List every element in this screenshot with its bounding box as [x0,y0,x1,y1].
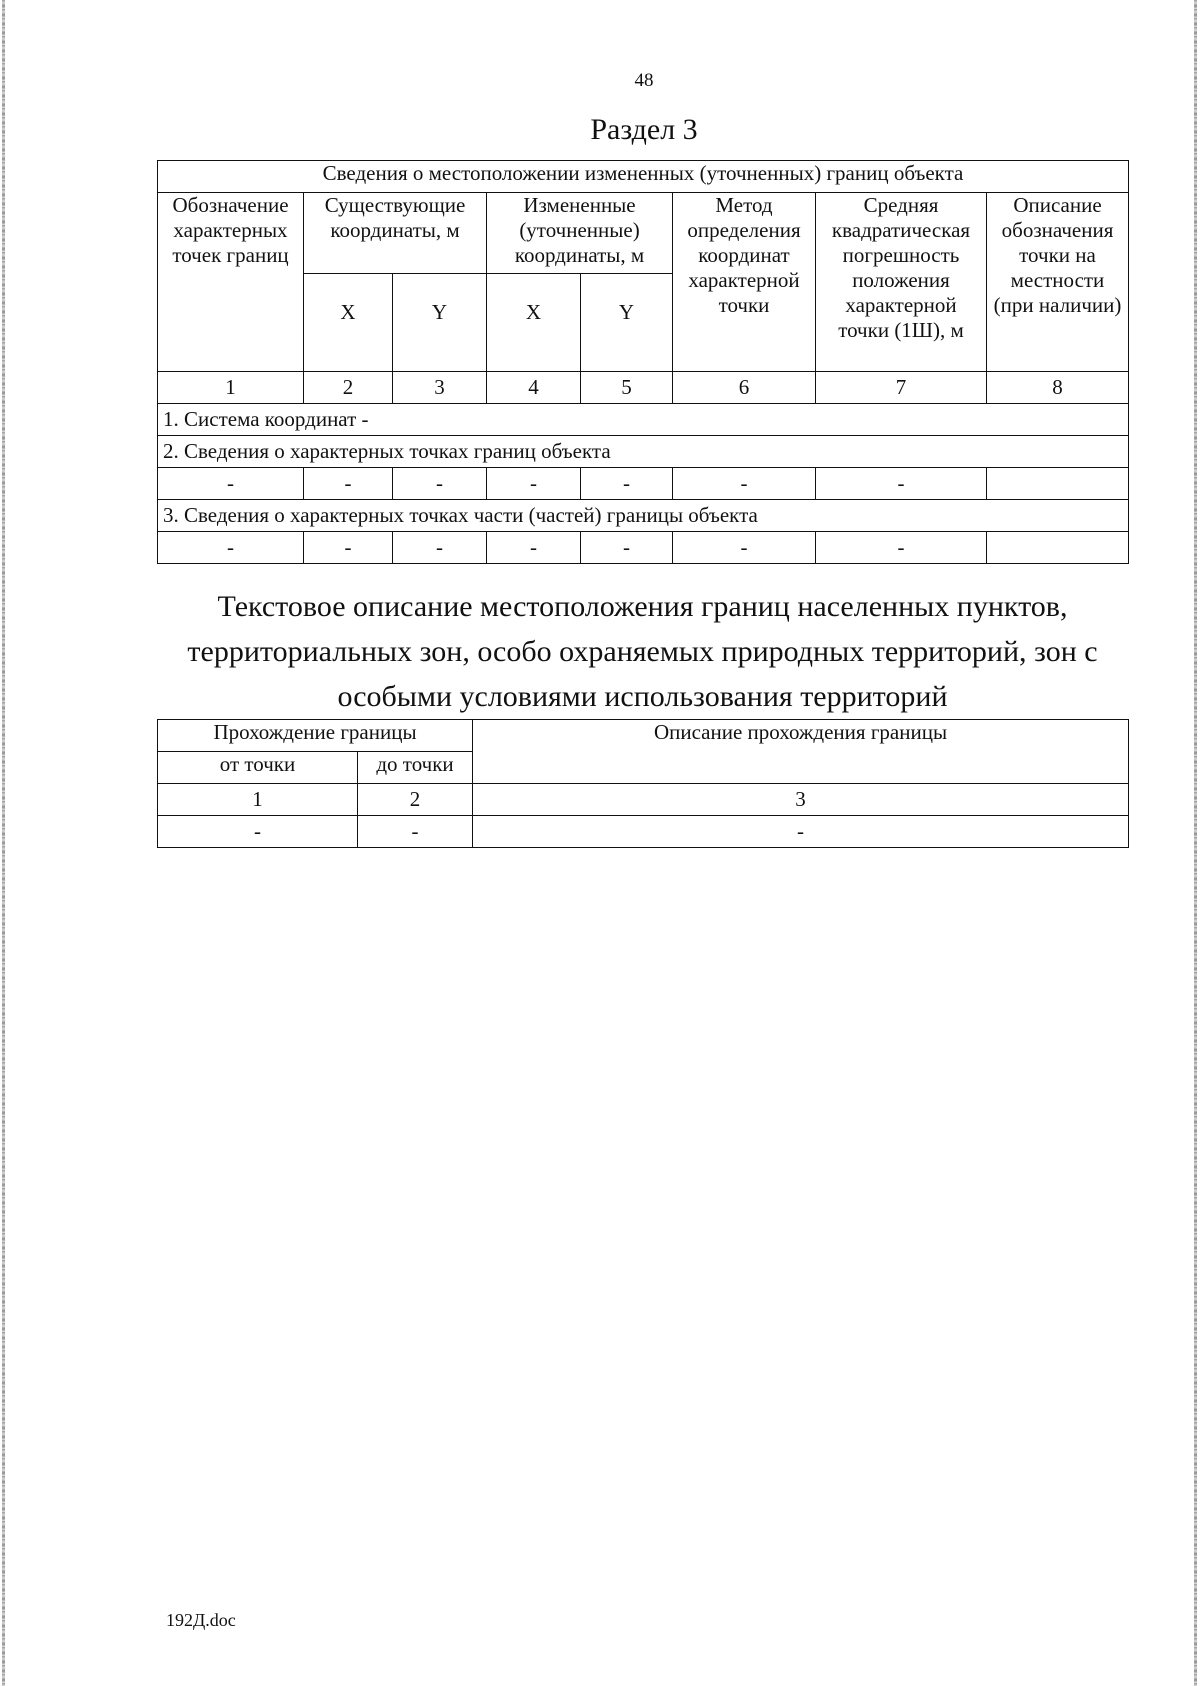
table-cell: - [673,468,816,500]
table-cell [987,532,1129,564]
header-from-point: от точки [158,752,358,784]
column-number: 8 [987,372,1129,404]
scan-edge-left [2,0,5,1686]
header-passage-description: Описание прохождения границы [473,720,1129,784]
boundary-coordinates-table [157,160,1129,564]
column-number: 3 [473,784,1129,816]
header-existing-x: X [304,274,393,372]
header-to-point: до точки [358,752,473,784]
header-boundary-passage: Прохождение границы [158,720,473,752]
section-title: Раздел 3 [590,113,698,146]
table-cell: - [158,816,358,848]
description-heading [147,584,1138,719]
row-parts-heading: 3. Сведения о характерных точках части (частей) границы объекта [158,500,1129,532]
description-heading-line: Текстовое описание местоположения границ населенных пунктов, [217,590,1068,623]
table-cell: - [304,532,393,564]
table-cell: - [487,468,581,500]
footer-filename: 192Д.doc [166,1610,236,1630]
header-changed-y: Y [581,274,673,372]
header-existing-y: Y [393,274,487,372]
header-point-description: Описание обозначения точки на местности (при наличии) [987,193,1129,372]
header-point-designation: Обозначение характерных точек границ [158,193,304,372]
column-number: 6 [673,372,816,404]
table-cell: - [816,532,987,564]
header-changed-x: X [487,274,581,372]
table-cell: - [673,532,816,564]
table-cell: - [816,468,987,500]
header-existing-coords: Существующие координаты, м [304,193,487,274]
table-cell: - [358,816,473,848]
table-cell: - [158,532,304,564]
header-method: Метод определения координат характерной точки [673,193,816,372]
column-number: 2 [304,372,393,404]
table-cell: - [487,532,581,564]
column-number: 1 [158,784,358,816]
column-number: 3 [393,372,487,404]
row-points-heading: 2. Сведения о характерных точках границ объекта [158,436,1129,468]
row-coordinate-system: 1. Система координат - [158,404,1129,436]
description-heading-line: территориальных зон, особо охраняемых природных территорий, зон с [187,635,1098,668]
column-number: 1 [158,372,304,404]
table-cell: - [393,532,487,564]
description-heading-line: особыми условиями использования территорий [337,680,948,713]
table-cell [987,468,1129,500]
header-mean-error: Средняя квадратическая погрешность положения характерной точки (1Ш), м [816,193,987,372]
table-cell: - [581,532,673,564]
table-cell: - [581,468,673,500]
boundary-description-table [157,719,1129,848]
table-cell: - [304,468,393,500]
table-caption: Сведения о местоположении измененных (уточненных) границ объекта [158,161,1129,193]
column-number: 5 [581,372,673,404]
header-changed-coords: Измененные (уточненные) координаты, м [487,193,673,274]
column-number: 2 [358,784,473,816]
table-cell: - [473,816,1129,848]
table-cell: - [393,468,487,500]
column-number: 7 [816,372,987,404]
column-number: 4 [487,372,581,404]
table-cell: - [158,468,304,500]
scan-edge-right [1194,0,1197,1686]
page-number: 48 [634,70,654,91]
